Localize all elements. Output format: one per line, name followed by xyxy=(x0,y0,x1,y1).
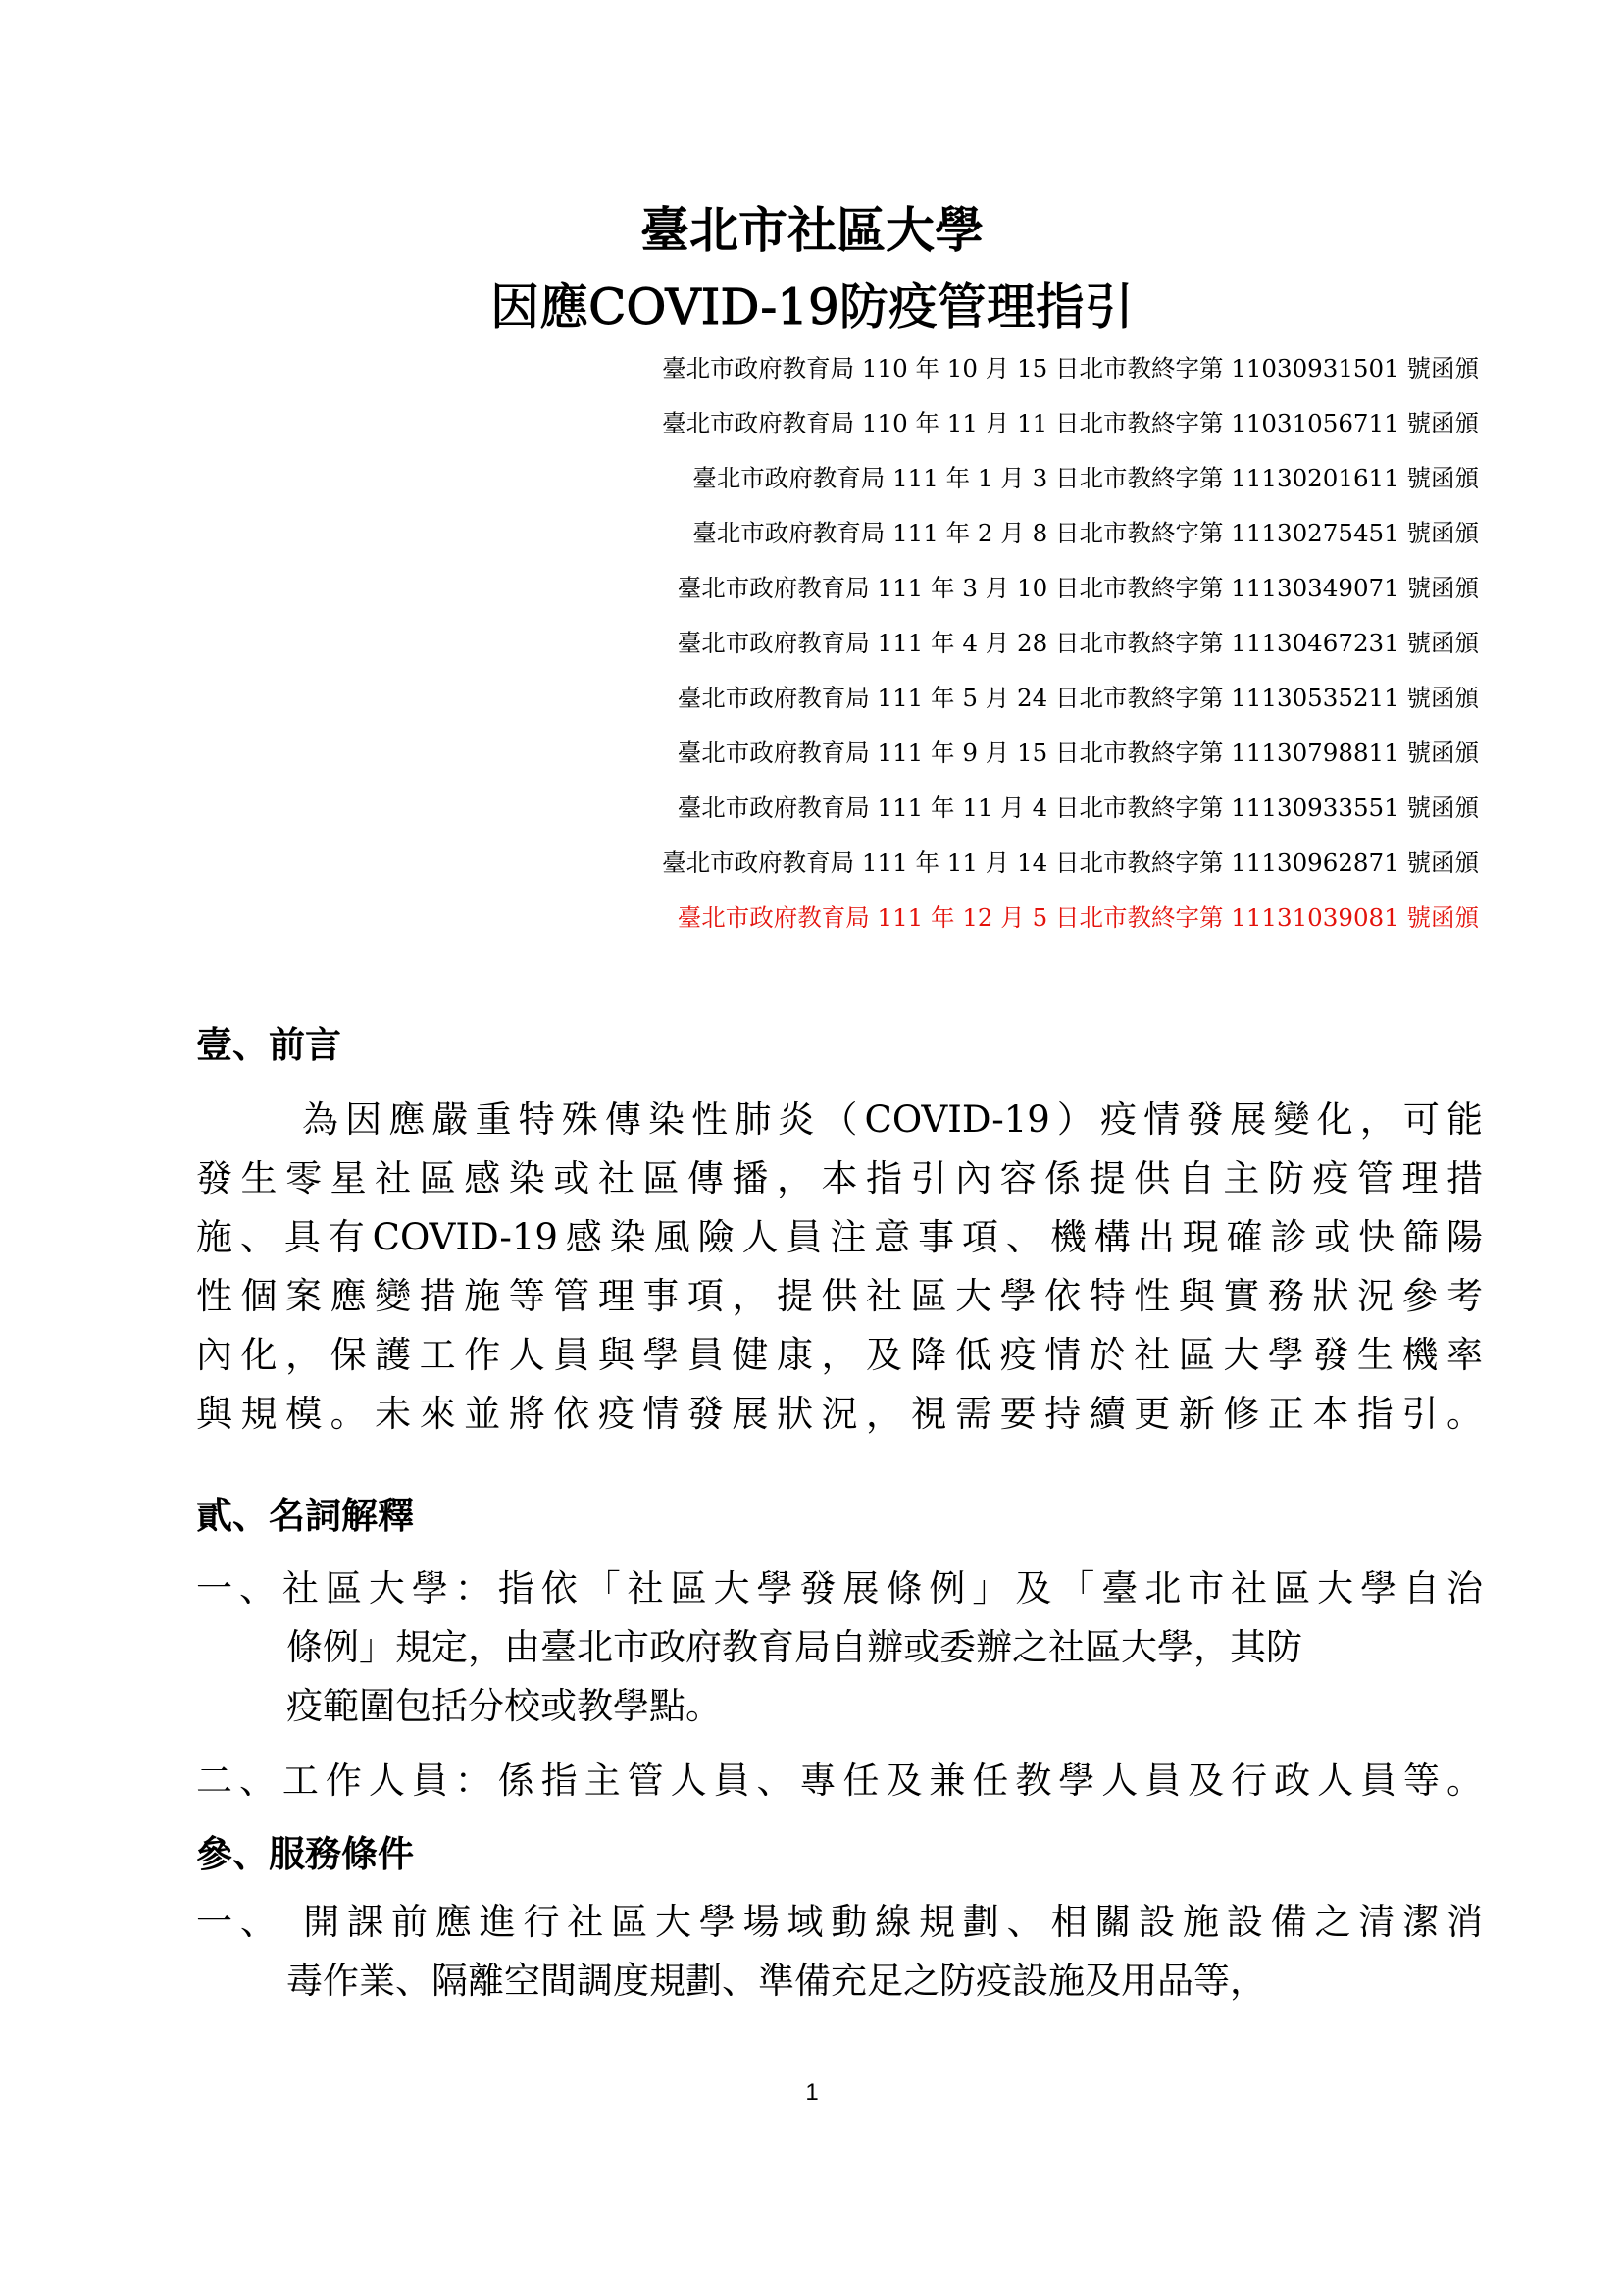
reference-line: 臺北市政府教育局 111 年 9 月 15 日北市教終字第 11130798811 號函頒 xyxy=(677,739,1479,767)
reference-line: 臺北市政府教育局 111 年 1 月 3 日北市教終字第 11130201611 號函頒 xyxy=(692,464,1479,492)
document-subtitle: 因應COVID-19防疫管理指引 xyxy=(490,279,1134,335)
reference-line: 臺北市政府教育局 110 年 11 月 11 日北市教終字第 11031056711 號函頒 xyxy=(662,409,1479,437)
reference-line: 臺北市政府教育局 111 年 11 月 4 日北市教終字第 11130933551 號函頒 xyxy=(677,793,1479,822)
reference-line: 臺北市政府教育局 111 年 5 月 24 日北市教終字第 11130535211 號函頒 xyxy=(677,684,1479,712)
reference-line-latest: 臺北市政府教育局 111 年 12 月 5 日北市教終字第 11131039081 號函頒 xyxy=(677,903,1479,932)
item-line: 一、社區大學：指依「社區大學發展條例」及「臺北市社區大學自治 xyxy=(196,1567,1483,1609)
section-heading-preface: 壹、前言 xyxy=(196,1023,341,1066)
paragraph-line: 與規模。未來並將依疫情發展狀況，視需要持續更新修正本指引。 xyxy=(196,1393,1483,1435)
reference-line: 臺北市政府教育局 111 年 2 月 8 日北市教終字第 11130275451 號函頒 xyxy=(692,519,1479,547)
page-number: 1 xyxy=(805,2079,819,2106)
document-title: 臺北市社區大學 xyxy=(640,201,984,259)
section-heading-service-conditions: 參、服務條件 xyxy=(196,1832,414,1875)
definition-item-2 xyxy=(196,1752,1483,1810)
item-line: 毒作業、隔離空間調度規劃、準備充足之防疫設施及用品等， xyxy=(286,1960,1266,2002)
reference-list xyxy=(302,341,1479,945)
item-line: 疫範圍包括分校或教學點。 xyxy=(286,1685,722,1727)
item-line: 一、 開課前應進行社區大學場域動線規劃、相關設施設備之清潔消 xyxy=(196,1901,1483,1943)
paragraph-line: 內化，保護工作人員與學員健康，及降低疫情於社區大學發生機率 xyxy=(196,1334,1483,1376)
definition-item-1 xyxy=(196,1559,1483,1736)
paragraph-line: 為因應嚴重特殊傳染性肺炎（COVID-19）疫情發展變化，可能 xyxy=(302,1098,1483,1141)
item-line: 二、工作人員：係指主管人員、專任及兼任教學人員及行政人員等。 xyxy=(196,1759,1483,1802)
reference-line: 臺北市政府教育局 111 年 11 月 14 日北市教終字第 11130962871 號函頒 xyxy=(662,848,1479,877)
reference-line: 臺北市政府教育局 111 年 4 月 28 日北市教終字第 11130467231 號函頒 xyxy=(677,629,1479,657)
preface-paragraph xyxy=(196,1091,1483,1444)
reference-line: 臺北市政府教育局 110 年 10 月 15 日北市教終字第 11030931501 號函頒 xyxy=(662,354,1479,382)
item-line: 條例」規定，由臺北市政府教育局自辦或委辦之社區大學，其防 xyxy=(286,1626,1302,1668)
service-item-1 xyxy=(196,1893,1483,2011)
paragraph-line: 發生零星社區感染或社區傳播，本指引內容係提供自主防疫管理措 xyxy=(196,1157,1483,1199)
paragraph-line: 施、具有COVID-19感染風險人員注意事項、機構出現確診或快篩陽 xyxy=(196,1216,1483,1258)
paragraph-line: 性個案應變措施等管理事項，提供社區大學依特性與實務狀況參考 xyxy=(196,1275,1483,1317)
section-heading-definitions: 貳、名詞解釋 xyxy=(196,1494,414,1537)
reference-line: 臺北市政府教育局 111 年 3 月 10 日北市教終字第 11130349071 號函頒 xyxy=(677,574,1479,602)
